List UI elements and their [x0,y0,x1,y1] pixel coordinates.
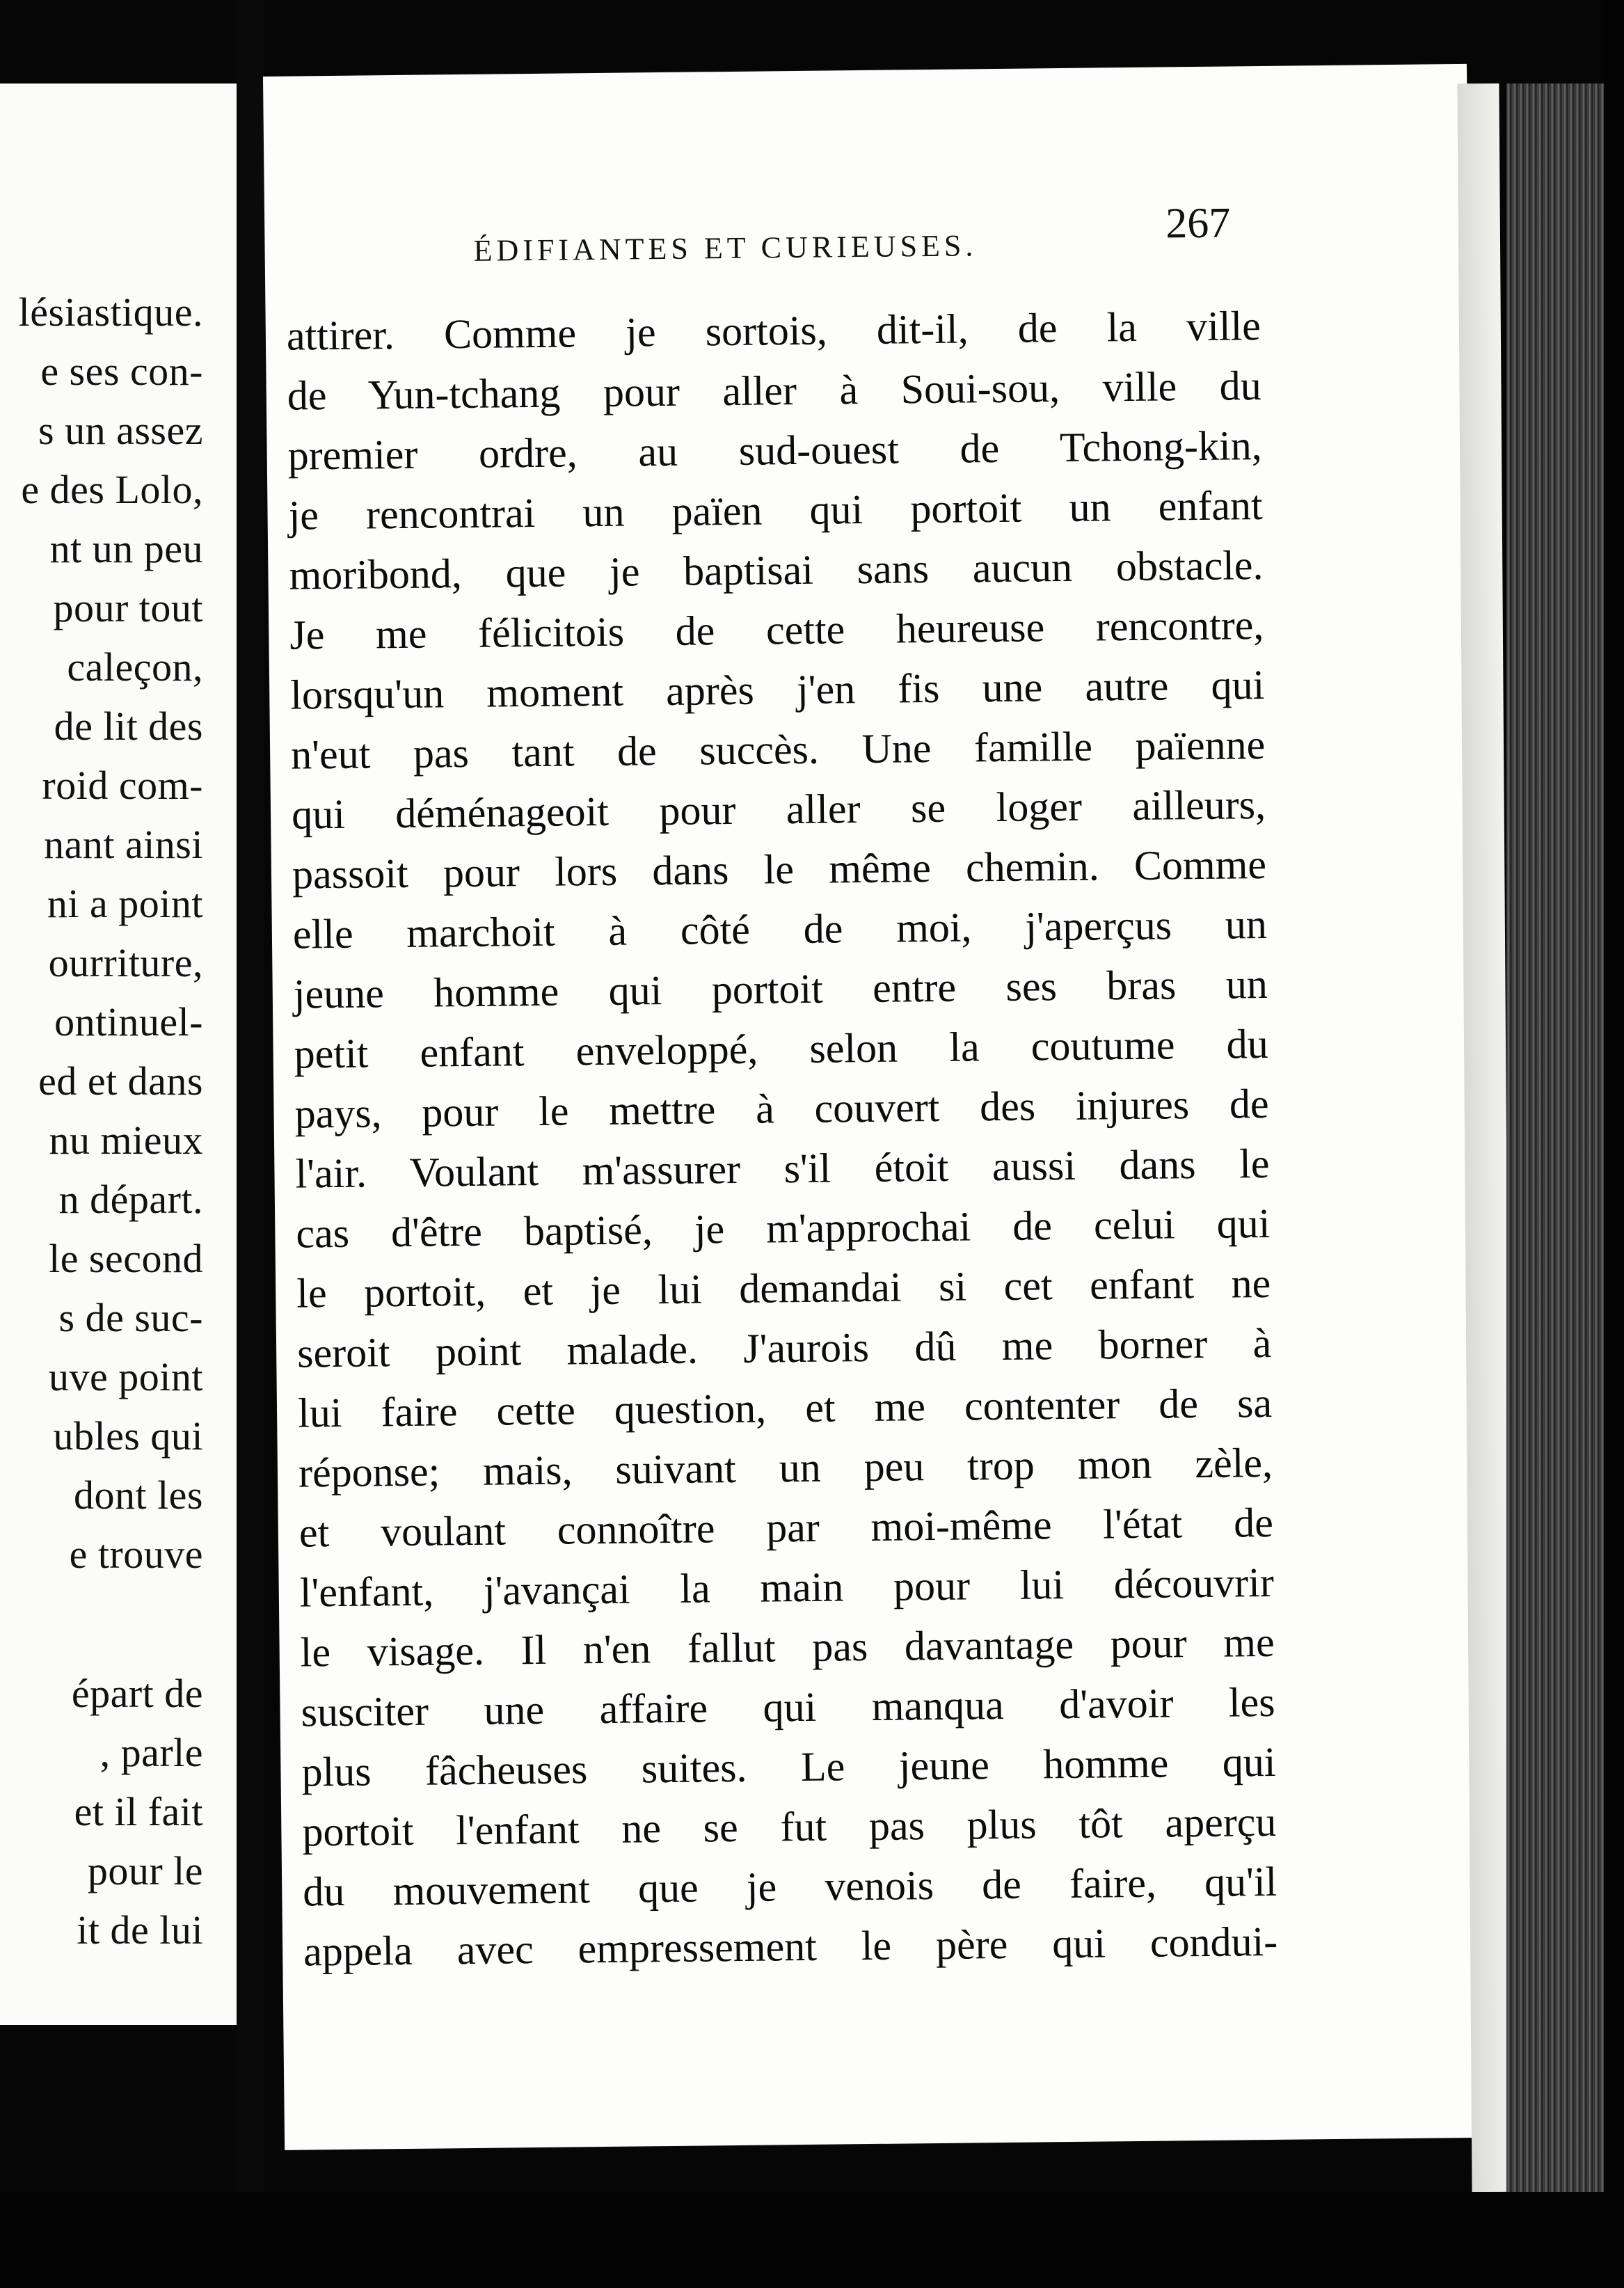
left-page-line: nant ainsi [44,822,203,867]
left-page-line: ni a point [47,881,203,926]
text-line: je rencontrai un païen qui portoit un enfant [288,482,1263,539]
left-page-line: ontinuel- [54,999,203,1044]
left-page-line: épart de [71,1671,203,1716]
running-head: ÉDIFIANTES ET CURIEUSES. [473,228,978,268]
book-gutter [237,0,264,2288]
text-line: le visage. Il n'en fallut pas davantage pour me [300,1619,1275,1676]
text-line: petit enfant enveloppé, selon la coutume du [294,1020,1268,1077]
text-line: seroit point malade. J'aurois dû me borner à [296,1319,1272,1376]
left-page-line: s un assez [38,408,203,453]
text-line: elle marchoit à côté de moi, j'aperçus un [292,900,1268,958]
scan-border [1604,0,1624,2288]
text-line: qui déménageoit pour aller se loger ailleurs, [291,781,1266,838]
left-page-line: caleçon, [67,644,203,690]
left-page-line: e des Lolo, [21,467,203,512]
left-page-line: ubles qui [53,1413,203,1459]
left-page-line: , parle [99,1730,203,1775]
text-line: de Yun-tchang pour aller à Soui-sou, ville du [287,363,1262,419]
text-line: jeune homme qui portoit entre ses bras un [293,960,1268,1017]
book-edge-stack [1506,84,1604,2213]
left-page-line: pour le [87,1848,203,1893]
text-line: du mouvement que je venois de faire, qu'il [302,1858,1277,1915]
text-line: moribond, que je baptisai sans aucun obstacle. [289,541,1264,598]
body-text [286,296,1277,1982]
left-facing-page [0,84,237,2025]
scan-bottom-border [0,2192,1624,2288]
text-line: pays, pour le mettre à couvert des injures de [294,1080,1269,1137]
left-page-line: et il fait [74,1789,203,1834]
text-line: Je me félicitois de cette heureuse rencontre, [289,601,1264,658]
text-line: le portoit, et je lui demandai si cet enfant ne [296,1260,1271,1317]
text-line: l'enfant, j'avançai la main pour lui découvrir [299,1559,1275,1616]
left-page-line: it de lui [77,1907,203,1953]
page-number: 267 [1165,199,1231,248]
text-line: susciter une affaire qui manqua d'avoir les [301,1678,1275,1735]
text-line: lui faire cette question, et me contenter de sa [297,1379,1273,1436]
text-line: l'air. Voulant m'assurer s'il étoit aussi dans le [295,1140,1270,1197]
left-page-line: le second [49,1236,203,1281]
left-page-line: nt un peu [49,526,203,571]
text-line: plus fâcheuses suites. Le jeune homme qui [301,1738,1276,1795]
left-page-line: e trouve [69,1532,203,1577]
text-line: lorsqu'un moment après j'en fis une autre qui [289,661,1265,718]
text-line: portoit l'enfant ne se fut pas plus tôt aperçu [302,1798,1277,1855]
text-line: premier ordre, au sud-ouest de Tchong-kin, [287,422,1262,479]
text-line: et voulant connoître par moi-même l'état de [298,1499,1274,1556]
left-page-line: e ses con- [40,349,203,394]
left-page-line: n départ. [58,1177,203,1222]
text-line: réponse; mais, suivant un peu trop mon zèle, [298,1439,1273,1496]
left-page-line: uve point [49,1354,203,1399]
left-page-line: lésiastique. [18,289,203,335]
text-line: n'eut pas tant de succès. Une famille païenne [290,721,1266,778]
text-line: passoit pour lors dans le même chemin. Comme [292,841,1267,898]
text-line: attirer. Comme je sortois, dit-il, de la ville [286,303,1261,359]
left-page-line: de lit des [54,704,203,749]
right-page [263,64,1488,2150]
left-page-line: roid com- [42,763,203,808]
left-page-line: pour tout [53,585,203,630]
left-page-line: ed et dans [38,1058,203,1104]
text-line: cas d'être baptisé, je m'approchai de celui qui [296,1200,1271,1257]
left-page-line: nu mieux [49,1118,203,1163]
text-line: appela avec empressement le père qui condui- [303,1918,1278,1975]
left-page-line: dont les [73,1472,203,1518]
left-page-line: s de suc- [58,1295,203,1340]
left-page-line: ourriture, [48,940,203,985]
